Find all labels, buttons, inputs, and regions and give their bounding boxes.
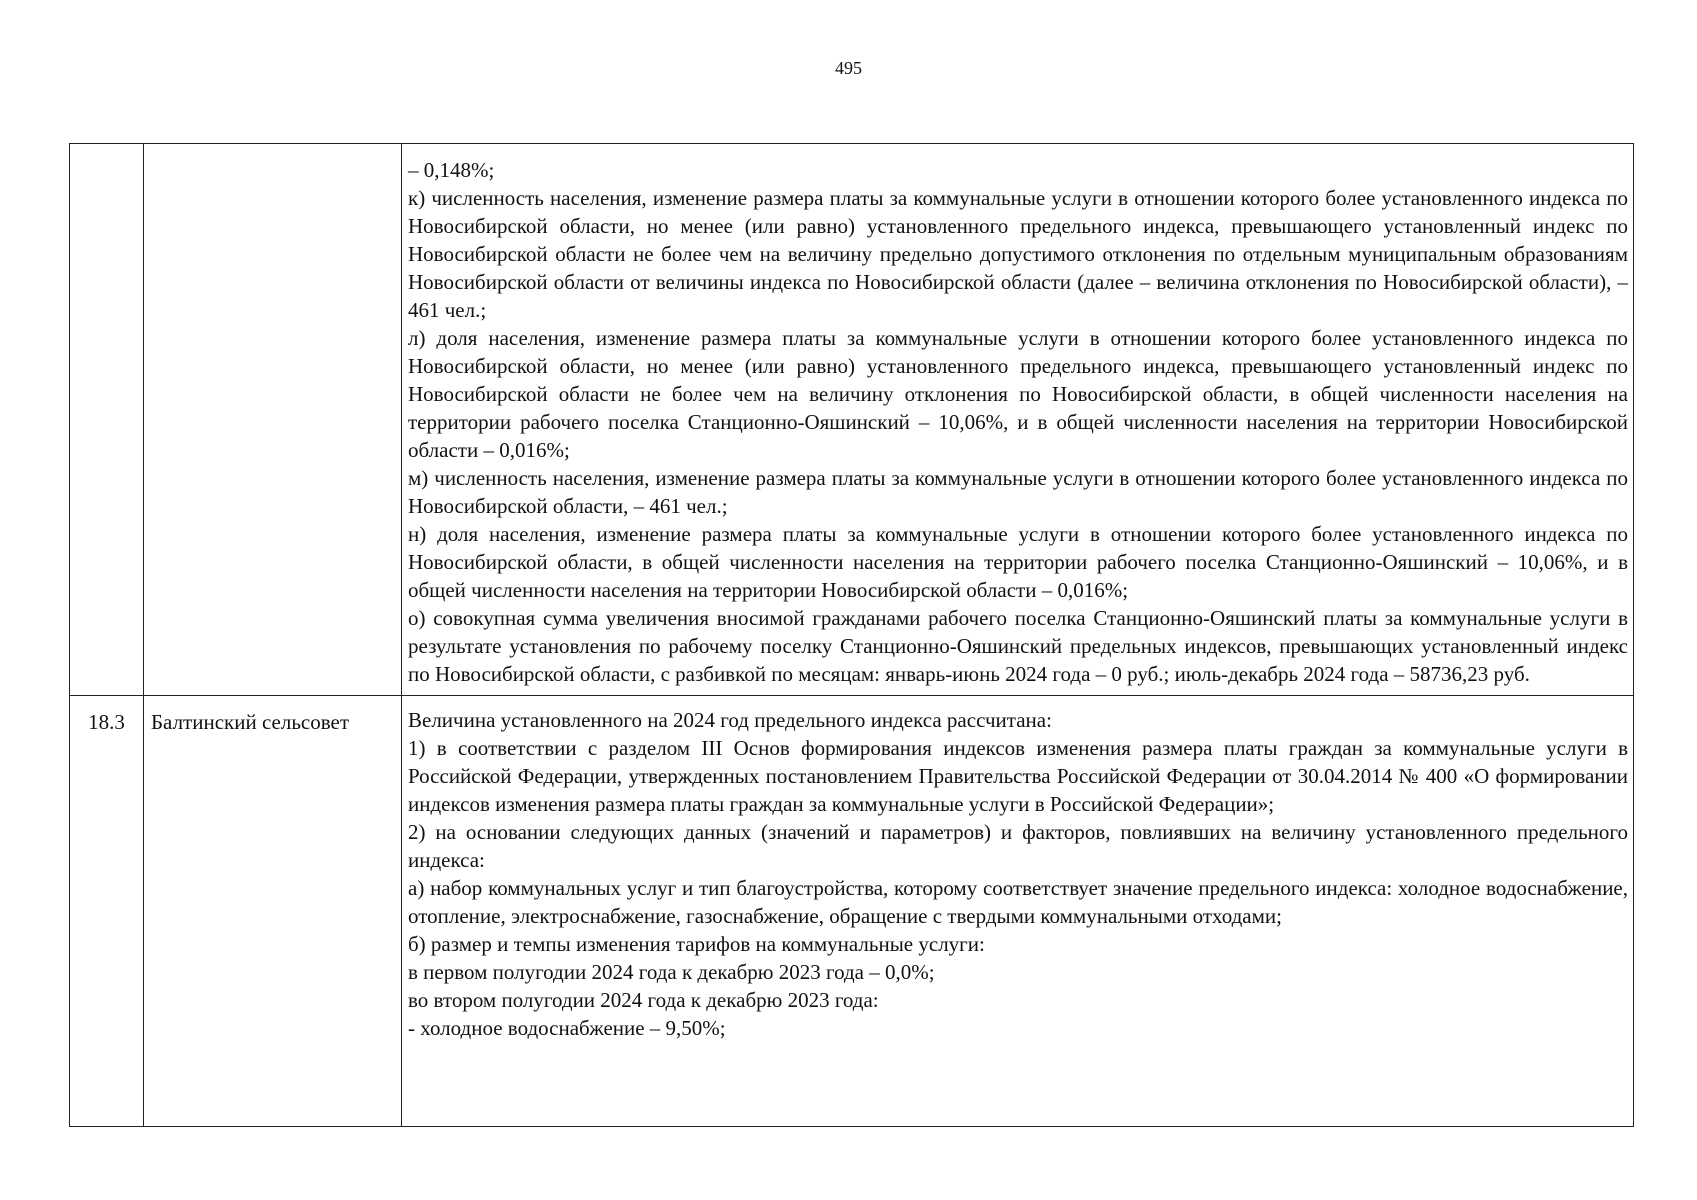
municipality-name-cell: Балтинский сельсовет (144, 696, 402, 1127)
paragraph: 2) на основании следующих данных (значений и параметров) и факторов, повлиявших на величину установленного предельного индекса: (408, 820, 1628, 872)
paragraph: а) набор коммунальных услуг и тип благоустройства, которому соответствует значение предельного индекса: холодное водоснабжение, отопление, электроснабжение, газоснабжение, обращение с твердыми коммунальными отходами; (408, 876, 1628, 928)
paragraph: 1) в соответствии с разделом III Основ формирования индексов изменения размера платы граждан за коммунальные услуги в Российской Федерации, утвержденных постановлением Правительства Российской Федерации от 30.04.2014 № 400 «О формировании индексов изменения размера платы граждан за коммунальные услуги в Российской Федерации»; (408, 736, 1628, 816)
table-row (70, 144, 1634, 696)
paragraph: о) совокупная сумма увеличения вносимой гражданами рабочего поселка Станционно-Ояшинский платы за коммунальные услуги в результате установления по рабочему поселку Станционно-Ояшинский предельных индексов, превышающих установленный индекс по Новосибирской области, с разбивкой по месяцам: январь-июнь 2024 года – 0 руб.; июль-декабрь 2024 года – 58736,23 руб. (408, 606, 1628, 686)
paragraph: л) доля населения, изменение размера платы за коммунальные услуги в отношении которого более установленного индекса по Новосибирской области, но менее (или равно) установленного предельного индекса, превышающего установленный индекс по Новосибирской области не более чем на величину отклонения по Новосибирской области, в общей численности населения на территории рабочего поселка Станционно-Ояшинский – 10,06%, и в общей численности населения на территории Новосибирской области – 0,016%; (408, 326, 1628, 462)
paragraph: - холодное водоснабжение – 9,50%; (408, 1016, 726, 1040)
row-number-cell (70, 144, 144, 696)
paragraph: б) размер и темпы изменения тарифов на коммунальные услуги: (408, 932, 985, 956)
paragraph: к) численность населения, изменение размера платы за коммунальные услуги в отношении которого более установленного индекса по Новосибирской области, но менее (или равно) установленного предельного индекса, превышающего установленный индекс по Новосибирской области не более чем на величину предельно допустимого отклонения по отдельным муниципальным образованиям Новосибирской области от величины индекса по Новосибирской области (далее – величина отклонения по Новосибирской области), – 461 чел.; (408, 186, 1628, 322)
paragraph: – 0,148%; (408, 158, 495, 182)
paragraph: в первом полугодии 2024 года к декабрю 2023 года – 0,0%; (408, 960, 935, 984)
description-cell (402, 696, 1634, 1127)
paragraph: м) численность населения, изменение размера платы за коммунальные услуги в отношении которого более установленного индекса по Новосибирской области, – 461 чел.; (408, 466, 1628, 518)
description-cell (402, 144, 1634, 696)
municipality-name-cell (144, 144, 402, 696)
document-table (69, 143, 1634, 1127)
page-number: 495 (835, 58, 862, 78)
paragraph: во втором полугодии 2024 года к декабрю 2023 года: (408, 988, 879, 1012)
table-row (70, 696, 1634, 1127)
row-number-cell: 18.3 (70, 696, 144, 1127)
paragraph: Величина установленного на 2024 год предельного индекса рассчитана: (408, 708, 1052, 732)
paragraph: н) доля населения, изменение размера платы за коммунальные услуги в отношении которого более установленного индекса по Новосибирской области, в общей численности населения на территории рабочего поселка Станционно-Ояшинский – 10,06%, и в общей численности населения на территории Новосибирской области – 0,016%; (408, 522, 1628, 602)
